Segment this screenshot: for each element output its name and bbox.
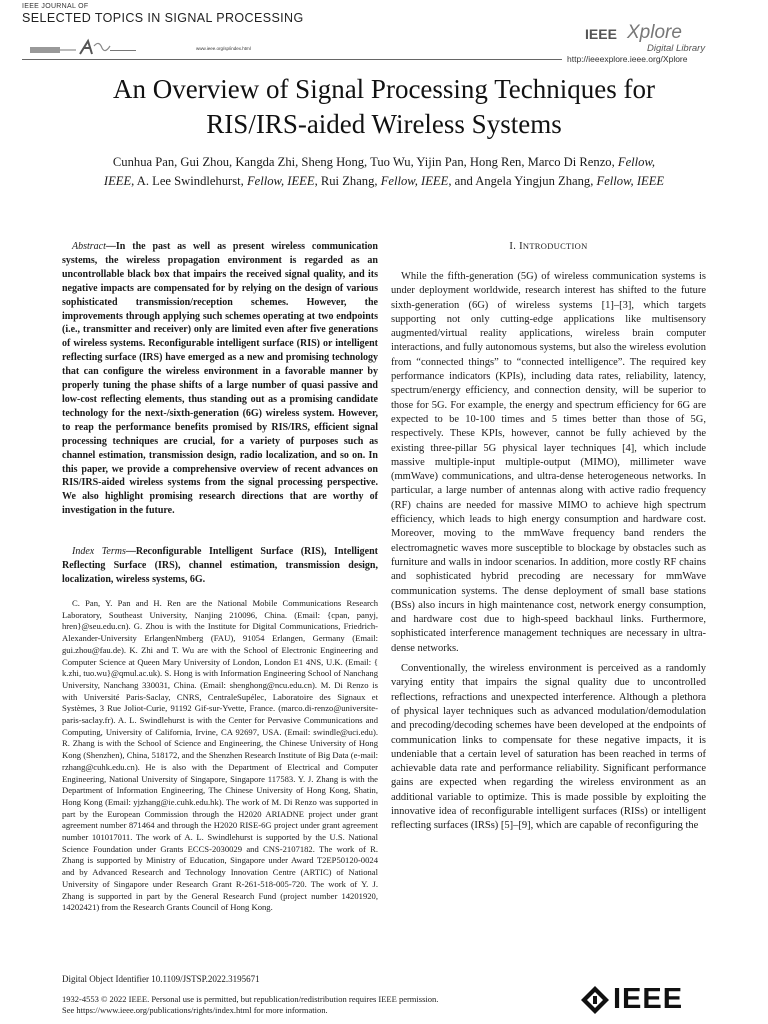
section-numeral: I. — [509, 241, 520, 252]
abstract-text: —In the past as well as present wireless communication systems, the wireless propagation environment is regarded as an uncontrollable black box that impairs the received signal quality, and its negative impacts are compensated for by relying on the design of various sophisticated transmission/reception schemes. However, the improvements through applying such schemes operating at two endpoints (i.e., transmitter and receiver) only are limited even after five generations of wireless systems. Reconfigurable intelligent surface (RIS) or intelligent reflecting surface (IRS) have emerged as a new and promising technology that can configure the wireless environment in a favorable manner by properly tuning the phase shifts of a large number of quasi passive and low-cost reflecting elements, thus standing out as a promising candidate technology for the next-/sixth-generation (6G) wireless system. However, to reap the performance benefits promised by RIS/IRS, efficient signal processing techniques are crucial, for a variety of purposes such as channel estimation, transmission design, radio localization, and so on. In this paper, we provide a comprehensive overview of recent advances on RIS/IRS-aided wireless systems from the signal processing perspective. We also highlight promising research directions that are worthy of investigation in the future. — [62, 241, 378, 517]
title-line-2: RIS/IRS-aided Wireless Systems — [206, 109, 562, 139]
index-terms-label: Index Terms — [72, 546, 126, 557]
paper-title — [0, 72, 768, 142]
ieee-xplore-brand: IEEE — [585, 26, 617, 42]
digital-library-label: Digital Library — [647, 43, 706, 54]
ieee-logo-text: IEEE — [613, 983, 684, 1015]
abstract — [62, 240, 378, 518]
authors-part-3: , Rui Zhang, — [314, 174, 381, 188]
authors-part-2: , A. Lee Swindlehurst, — [131, 174, 247, 188]
signal-processing-society-logo-icon — [30, 38, 140, 58]
fellow-label: Fellow, IEEE — [246, 174, 315, 188]
authors-part-4: , and Angela Yingjun Zhang, — [448, 174, 597, 188]
introduction-body — [391, 270, 706, 834]
ieee-label: IEEE — [103, 174, 132, 188]
xplore-url[interactable]: http://ieeexplore.ieee.org/Xplore — [567, 54, 688, 64]
journal-name-line1: IEEE JOURNAL OF — [22, 3, 89, 10]
abstract-label: Abstract — [72, 241, 106, 252]
fellow-label: Fellow, IEEE — [596, 174, 665, 188]
copyright-line-1: 1932-4553 © 2022 IEEE. Personal use is permitted, but republication/redistribution requires IEEE permission. — [62, 994, 439, 1004]
author-footnote — [62, 598, 378, 914]
section-title-rest: NTRODUCTION — [522, 241, 588, 251]
index-terms — [62, 545, 378, 587]
author-list — [40, 153, 728, 191]
doi-line: Digital Object Identifier 10.1109/JSTSP.2022.3195671 — [62, 974, 260, 984]
fellow-label: Fellow, IEEE — [380, 174, 449, 188]
header-rule — [22, 59, 562, 60]
authors-part-1: Cunhua Pan, Gui Zhou, Kangda Zhi, Sheng Hong, Tuo Wu, Yijin Pan, Hong Ren, Marco Di Renzo, — [112, 155, 618, 169]
paragraph: While the fifth-generation (5G) of wireless communication systems is under deployment worldwide, research interest has shifted to the future sixth-generation (6G) of wireless systems [1]–[3], which targets supporting not only cutting-edge applications like multisensory augmented/virtual reality applications, wireless brain computer interactions, and fully autonomous systems, but also the wireless evolution from “connected things” to “connected intelligence”. The required key performance indicators (KPIs), including data rates, reliability, latency, spectrum/energy efficiency, and connection density, will be superior to those for 5G. For example, the energy and spectrum efficiency for 6G are expected to be 10-100 times and 5 times better than those of 5G, respectively. These KPIs, however, cannot be fully achieved by the existing three-pillar 5G physical layer techniques [4], which include massive multiple-input multiple-output (MIMO), millimeter wave (mmWave) communications, and ultra-dense heterogeneous networks. In particular, a large number of antennas along with active radio frequency (RF) chains are needed for massive MIMO to achieve high spectrum efficiency, which leads to high energy consumption and hardware cost. Moreover, moving to the mmWave frequency band renders the electromagnetic waves more susceptible to blockage by obstacles such as furniture and walls in indoor scenarios. In addition, more costly RF chains and sophisticated hybrid precoding are necessary for mmWave communication systems. The dense deployment of small base stations (BSs) also incurs in high maintenance cost, network energy consumption, and hardware cost due to high-speed backhaul links. Furthermore, sophisticated interference management techniques are necessary in ultra-dense networks. — [391, 271, 706, 654]
journal-name-line2: SELECTED TOPICS IN SIGNAL PROCESSING — [22, 11, 304, 25]
ieee-diamond-logo-icon — [580, 985, 610, 1015]
footnote-text: C. Pan, Y. Pan and H. Ren are the National Mobile Communications Research Laboratory, Southeast University, Nanjing 210096, China. (Email: {cpan, panyj, hren}@seu.edu.cn). G. Zhou is with the Institute for Digital Communications, Friedrich-Alexander-University ErlangenNmberg (FAU), 91054 Erlangen, Germany (Email: gui.zhou@fau.de). K. Zhi and T. Wu are with the School of Electronic Engineering and Computer Science at Queen Mary University of London, London E1 4NS, U.K. (Email: { k.zhi, tuo.wu}@qmul.ac.uk). S. Hong is with Information Engineering School of Nanchang University, Nanchang 330031, China. (Email: shenghong@ncu.edu.cn). M. Di Renzo is with Université Paris-Saclay, CNRS, CentraleSupélec, Laboratoire des Signaux et Systèmes, 3 Rue Joliot-Curie, 91192 Gif-sur-Yvette, France. (marco.di-renzo@universite-paris-saclay.fr). A. L. Swindlehurst is with the Center for Pervasive Communications and Computing, University of California, Irvine, CA 92697, USA. (Email: swindle@uci.edu). R. Zhang is with the School of Science and Engineering, the Chinese University of Hong Kong (Shenzhen), China, 518172, and the Shenzhen Research Institute of Big Data (e-mail: rzhang@cuhk.edu.cn). He is also with the Department of Electrical and Computer Engineering, National University of Singapore, Singapore 117583. Y. J. Zhang is with the Department of Information Engineering, The Chinese University of Hong Kong, Shatin, Hong Kong (Email: yjzhang@ie.cuhk.edu.hk). The work of M. Di Renzo was supported in part by the European Commission through the H2020 ARIADNE project under grant agreement number 871464 and through the H2020 RISE-6G project under grant agreement number 101017011. The work of A. L. Swindlehurst is supported by the U.S. National Science Foundation under Grants ECCS-2030029 and CNS-2107182. The work of R. Zhang is supported by Ministry of Education, Singapore under Award T2EP50120-0024 and by Advanced Research and Technology Innovation Centre (ARTIC) of National University of Singapore under Research Grant R-261-518-005-720. The work of Y. J. Zhang is supported in part by the General Research Fund (project number 14201920, 14202421) from the Research Grants Council of Hong Kong. — [62, 598, 378, 913]
section-heading — [391, 241, 706, 252]
society-url: www.ieee.org/sp/index.html — [196, 46, 251, 51]
fellow-label: Fellow, — [617, 155, 656, 169]
title-line-1: An Overview of Signal Processing Techniques for — [112, 74, 655, 104]
paragraph: Conventionally, the wireless environment is perceived as a randomly varying entity that impairs the signal quality due to uncontrolled reflections, refractions and unexpected interference. Although a plethora of physical layer techniques such as advanced modulation/demodulation and precoding/decoding schemes have been developed at the endpoints of communication links to compensate for these negative impacts, it is undeniable that a certain level of saturation has been reached in terms of achievable data rate and performance reliability. Significant performance gains are expected when regarding the wireless environment as an additional variable to optimize. This is made possible by exploiting the innovative idea of reconfigurable intelligent surfaces (RISs) or intelligent reflecting surfaces (IRSs) [5]–[9], which are capable of reconfiguring the — [391, 663, 706, 832]
copyright-line-2: See https://www.ieee.org/publications/rights/index.html for more information. — [62, 1005, 328, 1015]
ieee-xplore-word: Xplore — [627, 22, 682, 43]
section-title-cap: I — [519, 241, 523, 252]
copyright-notice — [62, 994, 438, 1016]
index-terms-text: —Reconfigurable Intelligent Surface (RIS), Intelligent Reflecting Surface (IRS), channel estimation, transmission design, localization, wireless systems, 6G. — [62, 546, 378, 585]
